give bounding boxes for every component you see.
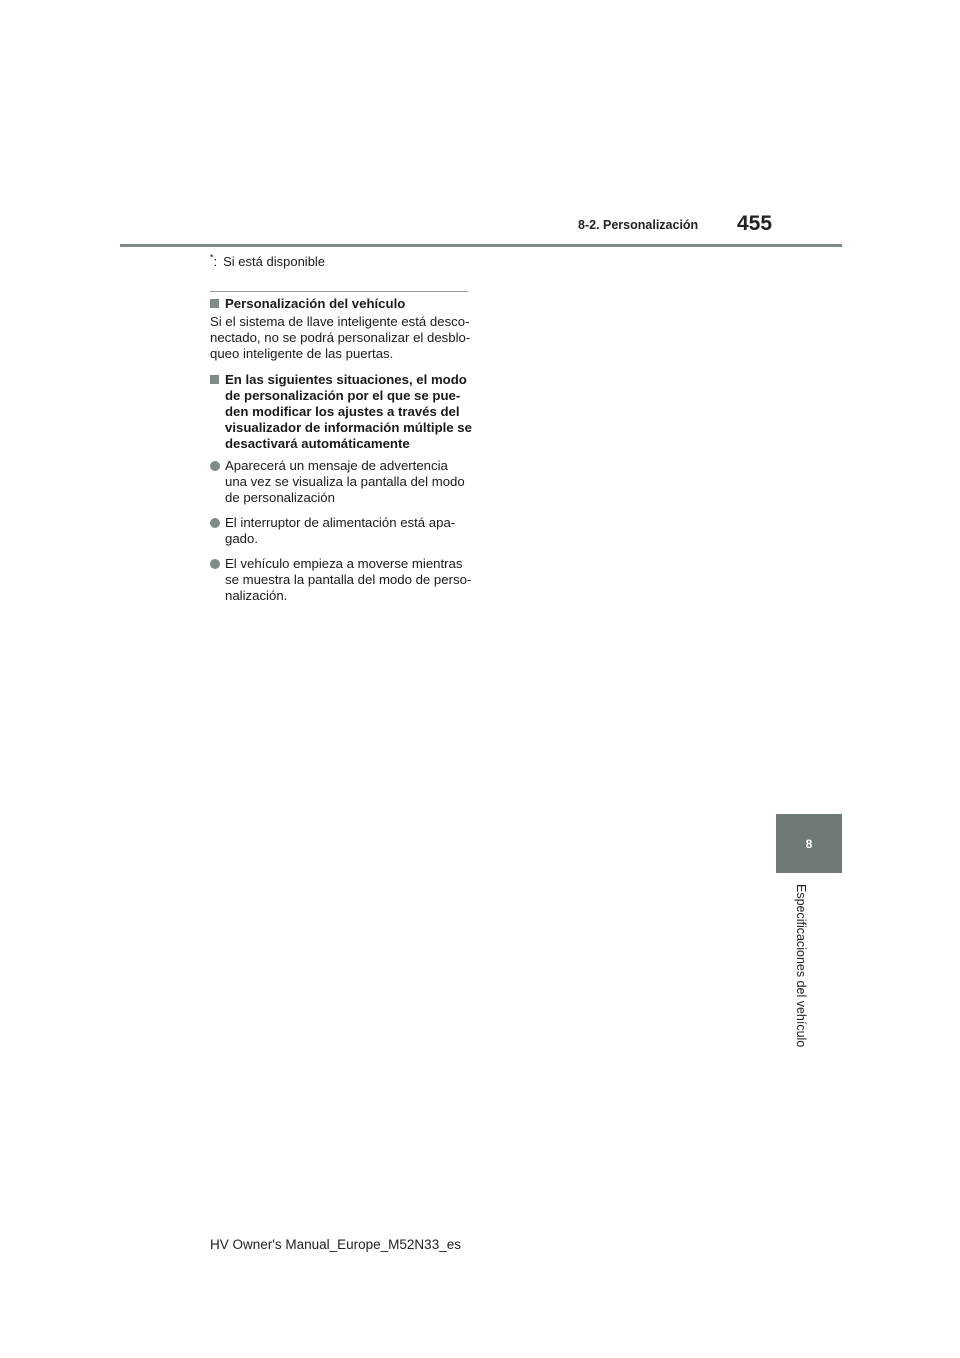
heading-text: Personalización del vehículo — [225, 296, 406, 311]
page-number: 455 — [737, 212, 773, 235]
list-item — [210, 458, 472, 506]
header-rule — [120, 244, 842, 247]
section-heading — [210, 372, 472, 452]
chapter-title: Especificaciones del vehículo — [794, 884, 808, 1048]
list-item — [210, 515, 472, 547]
chapter-tab — [776, 814, 842, 873]
footer-text: HV Owner's Manual_Europe_M52N33_es — [210, 1237, 461, 1252]
body-column — [210, 296, 472, 613]
footnote-text: Si está disponible — [223, 254, 326, 269]
list-item-text: Aparecerá un mensaje de advertencia una vez se visualiza la pantalla del modo de personalización — [225, 458, 465, 505]
heading-text: En las siguientes situaciones, el modo de personalización por el que se pue-den modificar los ajustes a través del visualizador de información múltiple se desactivará automáticamente — [225, 372, 472, 451]
circle-bullet-icon — [210, 559, 220, 569]
list-item-text: El interruptor de alimentación está apa-gado. — [225, 515, 456, 546]
chapter-number: 8 — [805, 836, 813, 851]
section-heading — [210, 296, 472, 312]
list-item — [210, 556, 472, 604]
square-bullet-icon — [210, 299, 219, 308]
list-item-text: El vehículo empieza a moverse mientras se muestra la pantalla del modo de perso-nalización. — [225, 556, 472, 603]
paragraph: Si el sistema de llave inteligente está desco-nectado, no se podrá personalizar el desblo-queo inteligente de las puertas. — [210, 314, 471, 361]
footnote-marker: * — [210, 252, 214, 263]
footnote: *: Si está disponible — [210, 252, 326, 269]
circle-bullet-icon — [210, 518, 220, 528]
section-divider — [210, 291, 468, 292]
circle-bullet-icon — [210, 461, 220, 471]
header-section-title: 8-2. Personalización — [578, 218, 699, 232]
square-bullet-icon — [210, 375, 219, 384]
